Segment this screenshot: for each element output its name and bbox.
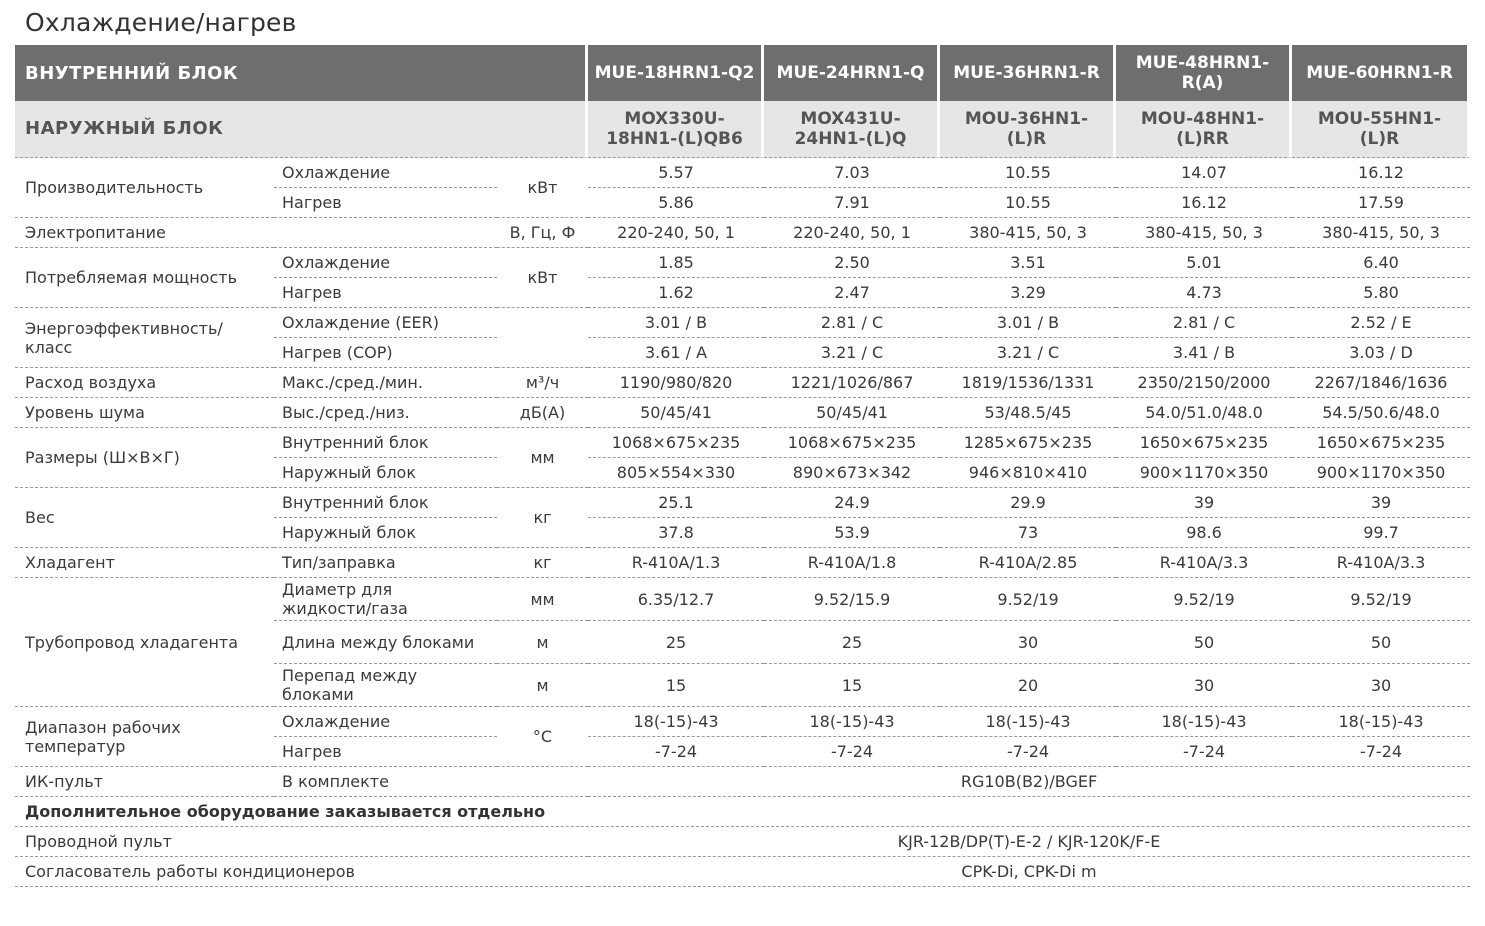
sub-param: Макс./сред./мин.: [274, 368, 497, 398]
value-cell: R-410A/2.85: [940, 548, 1116, 578]
table-row: [15, 767, 1470, 797]
value-cell: 24.9: [764, 488, 940, 518]
indoor-model: MUE-48HRN1-R(A): [1116, 45, 1292, 101]
outdoor-model: MOU-48HN1- (L)RR: [1116, 101, 1292, 158]
value-cell: 2.47: [764, 278, 940, 308]
section-heading-row: [15, 797, 1470, 827]
unit: кВт: [497, 158, 588, 218]
param-name: Электропитание: [15, 218, 274, 248]
outdoor-model: MOU-36HN1- (L)R: [940, 101, 1116, 158]
value-cell: R-410A/3.3: [1116, 548, 1292, 578]
indoor-model: MUE-24HRN1-Q: [764, 45, 940, 101]
value-cell: 3.03 / D: [1292, 338, 1470, 368]
sub-param: Тип/заправка: [274, 548, 497, 578]
value-cell: 50: [1116, 621, 1292, 664]
value-cell: 2.52 / E: [1292, 308, 1470, 338]
value-cell: 54.0/51.0/48.0: [1116, 398, 1292, 428]
unit: °C: [497, 707, 588, 767]
unit: [497, 767, 588, 797]
value-cell: 946×810×410: [940, 458, 1116, 488]
value-cell: 1190/980/820: [588, 368, 764, 398]
value-cell: R-410A/1.3: [588, 548, 764, 578]
sub-param: [274, 218, 497, 248]
value-cell: 890×673×342: [764, 458, 940, 488]
value-cell: 380-415, 50, 3: [1292, 218, 1470, 248]
value-cell: 3.41 / B: [1116, 338, 1292, 368]
table-row: [15, 827, 1470, 857]
sub-param: Внутренний блок: [274, 488, 497, 518]
value-cell: 10.55: [940, 158, 1116, 188]
table-row: [15, 428, 1470, 458]
outdoor-model: MOX431U- 24HN1-(L)Q: [764, 101, 940, 158]
value-cell: 18(-15)-43: [1116, 707, 1292, 737]
unit: В, Гц, Ф: [497, 218, 588, 248]
page-title: Охлаждение/нагрев: [25, 8, 297, 37]
table-row: [15, 218, 1470, 248]
value-cell: 2.81 / C: [1116, 308, 1292, 338]
value-cell: 15: [588, 664, 764, 707]
value-cell: 1221/1026/867: [764, 368, 940, 398]
value-cell: 3.21 / C: [764, 338, 940, 368]
value-cell: 39: [1292, 488, 1470, 518]
value-cell: 1650×675×235: [1292, 428, 1470, 458]
table-row: [15, 578, 1470, 621]
value-cell: R-410A/1.8: [764, 548, 940, 578]
sub-param: Наружный блок: [274, 518, 497, 548]
value-cell: 98.6: [1116, 518, 1292, 548]
table-row: [15, 548, 1470, 578]
value-cell: 7.91: [764, 188, 940, 218]
value-cell: 6.40: [1292, 248, 1470, 278]
param-name: Расход воздуха: [15, 368, 274, 398]
value-cell: -7-24: [940, 737, 1116, 767]
param-name: Потребляемая мощность: [15, 248, 274, 308]
table-row: [15, 368, 1470, 398]
value-cell: 9.52/19: [1292, 578, 1470, 621]
value-cell: 9.52/15.9: [764, 578, 940, 621]
value-cell: 3.01 / B: [940, 308, 1116, 338]
outdoor-header-row: [15, 101, 1470, 158]
value-cell: KJR-12B/DP(T)-E-2 / KJR-120K/F-E: [588, 827, 1470, 857]
value-cell: 37.8: [588, 518, 764, 548]
param-name: Хладагент: [15, 548, 274, 578]
section-heading: Дополнительное оборудование заказывается отдельно: [15, 797, 1470, 827]
outdoor-unit-label: НАРУЖНЫЙ БЛОК: [15, 101, 588, 158]
value-cell: 1.85: [588, 248, 764, 278]
value-cell: 6.35/12.7: [588, 578, 764, 621]
value-cell: 54.5/50.6/48.0: [1292, 398, 1470, 428]
param-name: Энергоэффективность/ класс: [15, 308, 274, 368]
value-cell: 1285×675×235: [940, 428, 1116, 458]
indoor-model: MUE-36HRN1-R: [940, 45, 1116, 101]
value-cell: 9.52/19: [1116, 578, 1292, 621]
sub-param: В комплекте: [274, 767, 497, 797]
unit: мм: [497, 578, 588, 621]
value-cell: 380-415, 50, 3: [940, 218, 1116, 248]
value-cell: 220-240, 50, 1: [588, 218, 764, 248]
value-cell: 20: [940, 664, 1116, 707]
value-cell: 50: [1292, 621, 1470, 664]
param-name: Согласователь работы кондиционеров: [15, 857, 588, 887]
value-cell: 18(-15)-43: [588, 707, 764, 737]
value-cell: 14.07: [1116, 158, 1292, 188]
param-name: Вес: [15, 488, 274, 548]
value-cell: -7-24: [1292, 737, 1470, 767]
value-cell: -7-24: [764, 737, 940, 767]
value-cell: 2267/1846/1636: [1292, 368, 1470, 398]
value-cell: 5.86: [588, 188, 764, 218]
value-cell: 380-415, 50, 3: [1116, 218, 1292, 248]
value-cell: 30: [1116, 664, 1292, 707]
table-row: [15, 707, 1470, 737]
value-cell: 7.03: [764, 158, 940, 188]
value-cell: 30: [940, 621, 1116, 664]
value-cell: 53.9: [764, 518, 940, 548]
value-cell: 9.52/19: [940, 578, 1116, 621]
value-cell: 18(-15)-43: [1292, 707, 1470, 737]
unit: мм: [497, 428, 588, 488]
sub-param: Охлаждение: [274, 248, 497, 278]
unit: дБ(А): [497, 398, 588, 428]
param-name: ИК-пульт: [15, 767, 274, 797]
value-cell: 18(-15)-43: [940, 707, 1116, 737]
value-cell: 2350/2150/2000: [1116, 368, 1292, 398]
value-cell: 5.80: [1292, 278, 1470, 308]
sub-param: Выс./сред./низ.: [274, 398, 497, 428]
unit: м: [497, 664, 588, 707]
value-cell: 50/45/41: [764, 398, 940, 428]
value-cell: 10.55: [940, 188, 1116, 218]
value-cell: 900×1170×350: [1292, 458, 1470, 488]
value-cell: 900×1170×350: [1116, 458, 1292, 488]
table-row: [15, 158, 1470, 188]
value-cell: R-410A/3.3: [1292, 548, 1470, 578]
value-cell: CPK-Di, CPK-Di m: [588, 857, 1470, 887]
table-row: [15, 488, 1470, 518]
param-name: Трубопровод хладагента: [15, 578, 274, 707]
value-cell: 18(-15)-43: [764, 707, 940, 737]
value-cell: 73: [940, 518, 1116, 548]
value-cell: 39: [1116, 488, 1292, 518]
unit: кг: [497, 488, 588, 548]
value-cell: 16.12: [1116, 188, 1292, 218]
unit: [497, 308, 588, 368]
value-cell: 2.50: [764, 248, 940, 278]
value-cell: 1068×675×235: [588, 428, 764, 458]
sub-param: Охлаждение: [274, 707, 497, 737]
param-name: Размеры (Ш×В×Г): [15, 428, 274, 488]
value-cell: 99.7: [1292, 518, 1470, 548]
sub-param: Диаметр для жидкости/газа: [274, 578, 497, 621]
unit: кг: [497, 548, 588, 578]
unit: м: [497, 621, 588, 664]
value-cell: 53/48.5/45: [940, 398, 1116, 428]
value-cell: 2.81 / C: [764, 308, 940, 338]
specs-table: [15, 45, 1470, 887]
value-cell: 50/45/41: [588, 398, 764, 428]
sub-param: Перепад между блоками: [274, 664, 497, 707]
unit: м³/ч: [497, 368, 588, 398]
unit: кВт: [497, 248, 588, 308]
sub-param: Внутренний блок: [274, 428, 497, 458]
value-cell: 1068×675×235: [764, 428, 940, 458]
outdoor-model: MOU-55HN1- (L)R: [1292, 101, 1470, 158]
value-cell: 5.57: [588, 158, 764, 188]
value-cell: 16.12: [1292, 158, 1470, 188]
sub-param: Наружный блок: [274, 458, 497, 488]
param-name: Производительность: [15, 158, 274, 218]
sub-param: Нагрев (COP): [274, 338, 497, 368]
value-cell: 3.61 / A: [588, 338, 764, 368]
value-cell: 220-240, 50, 1: [764, 218, 940, 248]
value-cell: 1819/1536/1331: [940, 368, 1116, 398]
value-cell: 3.01 / B: [588, 308, 764, 338]
value-cell: -7-24: [1116, 737, 1292, 767]
value-cell: RG10B(B2)/BGEF: [588, 767, 1470, 797]
value-cell: 25: [588, 621, 764, 664]
indoor-model: MUE-60HRN1-R: [1292, 45, 1470, 101]
value-cell: 3.21 / C: [940, 338, 1116, 368]
value-cell: 1650×675×235: [1116, 428, 1292, 458]
table-row: [15, 857, 1470, 887]
sub-param: Нагрев: [274, 737, 497, 767]
outdoor-model: MOX330U- 18HN1-(L)QB6: [588, 101, 764, 158]
sub-param: Охлаждение (EER): [274, 308, 497, 338]
value-cell: 4.73: [1116, 278, 1292, 308]
indoor-unit-label: ВНУТРЕННИЙ БЛОК: [15, 45, 588, 101]
param-name: Проводной пульт: [15, 827, 588, 857]
value-cell: 3.51: [940, 248, 1116, 278]
value-cell: 15: [764, 664, 940, 707]
param-name: Диапазон рабочих температур: [15, 707, 274, 767]
sub-param: Нагрев: [274, 278, 497, 308]
value-cell: 25.1: [588, 488, 764, 518]
value-cell: 29.9: [940, 488, 1116, 518]
value-cell: 3.29: [940, 278, 1116, 308]
indoor-model: MUE-18HRN1-Q2: [588, 45, 764, 101]
indoor-header-row: [15, 45, 1470, 101]
value-cell: 17.59: [1292, 188, 1470, 218]
value-cell: 25: [764, 621, 940, 664]
sub-param: Нагрев: [274, 188, 497, 218]
value-cell: 5.01: [1116, 248, 1292, 278]
table-row: [15, 308, 1470, 338]
param-name: Уровень шума: [15, 398, 274, 428]
sub-param: Охлаждение: [274, 158, 497, 188]
value-cell: -7-24: [588, 737, 764, 767]
value-cell: 805×554×330: [588, 458, 764, 488]
value-cell: 1.62: [588, 278, 764, 308]
table-row: [15, 248, 1470, 278]
table-row: [15, 398, 1470, 428]
value-cell: 30: [1292, 664, 1470, 707]
sub-param: Длина между блоками: [274, 621, 497, 664]
